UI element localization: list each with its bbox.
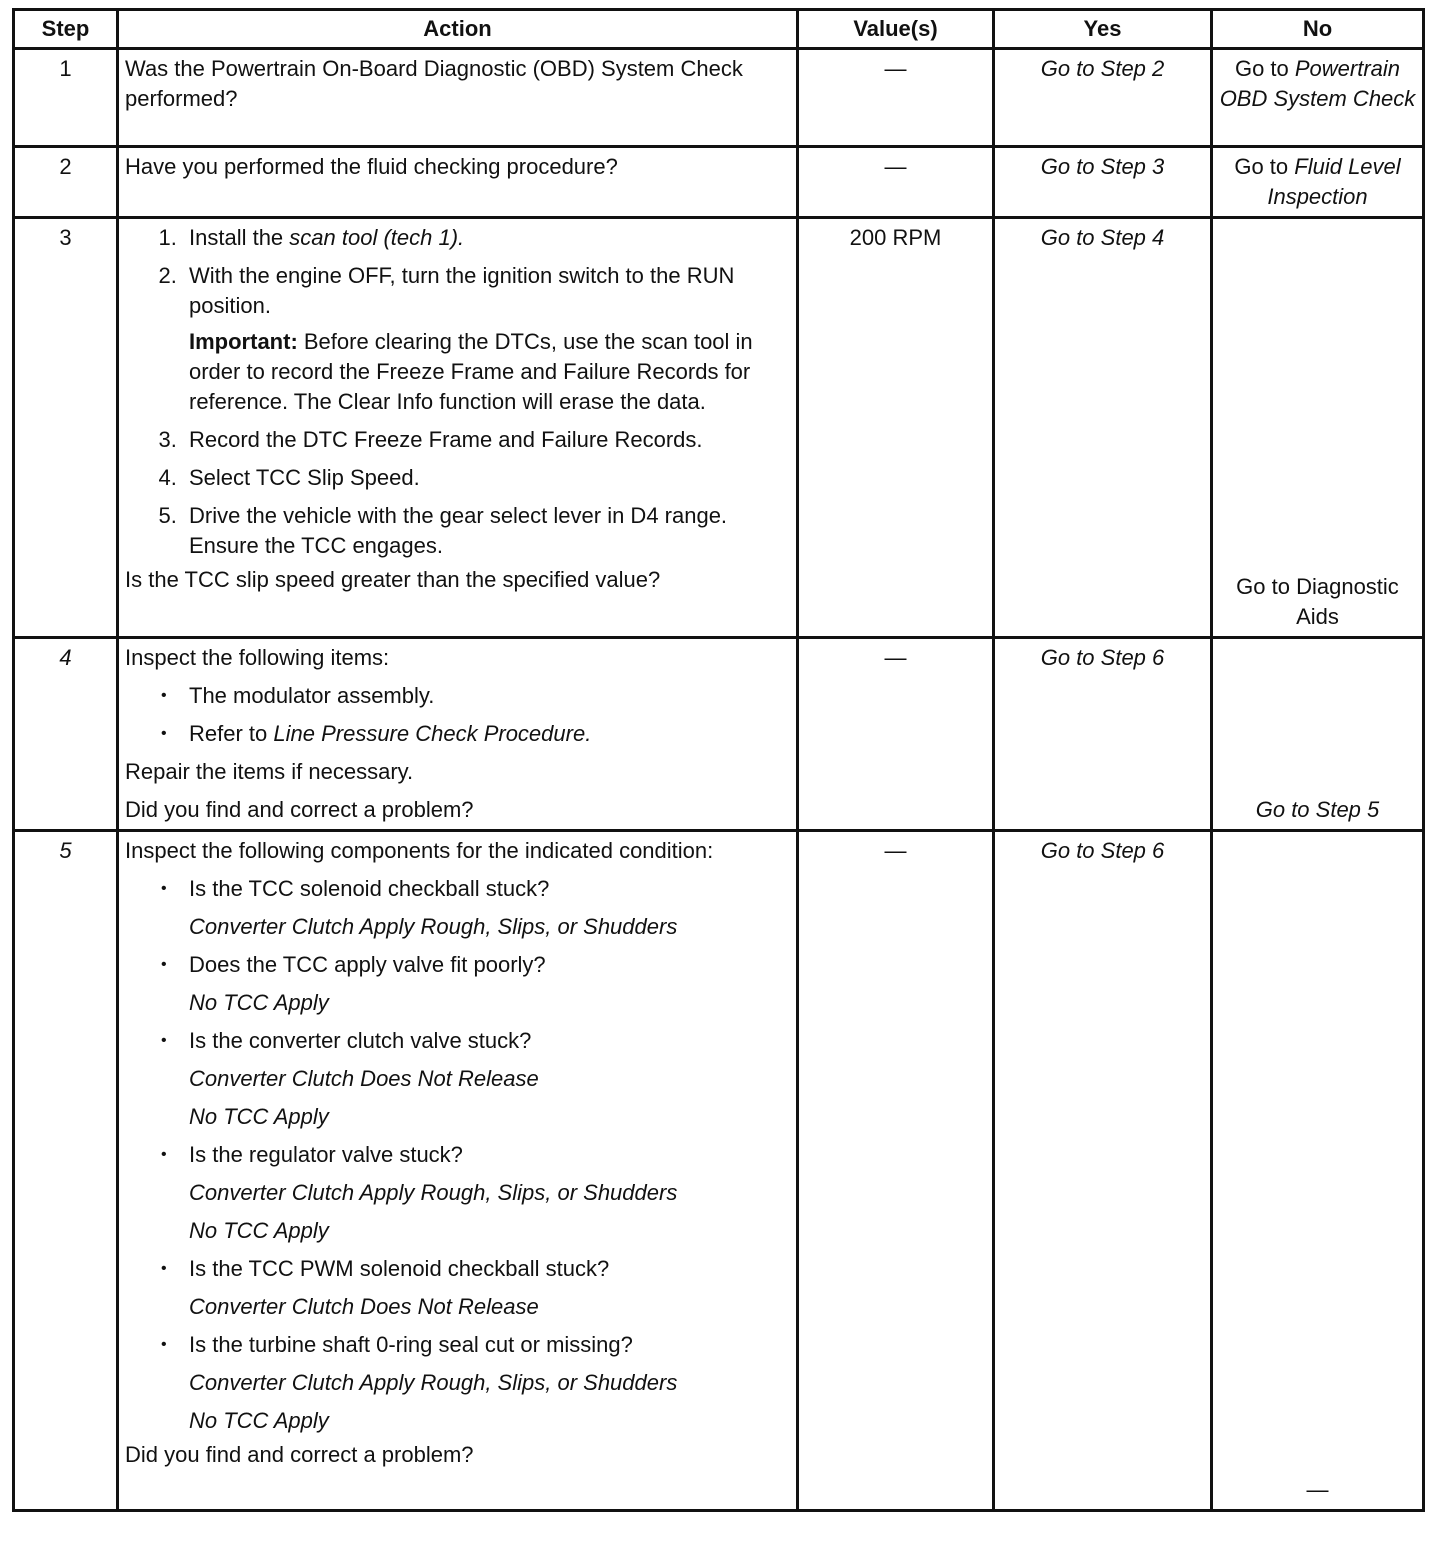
list-item: 3. Record the DTC Freeze Frame and Failure Records.: [183, 425, 790, 455]
intro-text: Inspect the following components for the indicated condition:: [125, 838, 714, 863]
item-emphasis: scan tool (tech 1).: [289, 225, 465, 250]
check-list: [125, 874, 790, 1436]
value-cell: —: [798, 638, 994, 831]
repair-text: Repair the items if necessary.: [125, 759, 414, 784]
item-text: Refer to: [189, 721, 274, 746]
value-cell: 200 RPM: [798, 218, 994, 638]
table-row: [14, 147, 1424, 218]
step-number: 5: [14, 831, 118, 1511]
check-question: • Is the TCC solenoid checkball stuck?: [189, 876, 550, 901]
item-text: With the engine OFF, turn the ignition switch to the RUN position.: [189, 263, 735, 318]
no-cell: —: [1212, 831, 1424, 1511]
table-row: [14, 218, 1424, 638]
action-text: Was the Powertrain On-Board Diagnostic (OBD) System Check performed?: [125, 56, 743, 111]
no-cell: Go to Diagnostic Aids: [1212, 218, 1424, 638]
header-no: No: [1212, 10, 1424, 49]
item-text: Install the: [189, 225, 290, 250]
intro-text: Inspect the following items:: [125, 645, 390, 670]
value-cell: —: [798, 831, 994, 1511]
list-item: [189, 719, 790, 749]
list-item: [189, 1254, 790, 1322]
action-cell: [118, 147, 798, 218]
check-ref: Converter Clutch Apply Rough, Slips, or Shudders: [189, 1370, 678, 1395]
list-item: [189, 1026, 790, 1132]
step-number: 3: [14, 218, 118, 638]
list-item: [183, 261, 790, 321]
list-item: 4. Select TCC Slip Speed.: [183, 463, 790, 493]
procedure-list: [125, 425, 790, 561]
yes-cell: Go to Step 4: [994, 218, 1212, 638]
header-step: Step: [14, 10, 118, 49]
yes-cell: Go to Step 6: [994, 831, 1212, 1511]
value-cell: —: [798, 49, 994, 147]
bullet-list: [125, 681, 790, 749]
action-cell: [118, 831, 798, 1511]
no-cell: [1212, 49, 1424, 147]
no-prefix: Go to: [1234, 56, 1295, 81]
no-cell: Go to Step 5: [1212, 638, 1424, 831]
no-link: Powertrain OBD System Check: [1219, 56, 1416, 111]
step-number: 2: [14, 147, 118, 218]
item-emphasis: Line Pressure Check Procedure.: [273, 721, 592, 746]
list-item: [189, 874, 790, 942]
important-text: Before clearing the DTCs, use the scan tool in order to record the Freeze Frame and Failure Records for reference. The Clear Info function will erase the data.: [189, 329, 753, 414]
header-action: Action: [118, 10, 798, 49]
list-item: [189, 950, 790, 1018]
header-row: [14, 10, 1424, 49]
header-values: Value(s): [798, 10, 994, 49]
question-text: Is the TCC slip speed greater than the specified value?: [125, 567, 661, 592]
diagnostic-table: [12, 8, 1425, 1512]
no-prefix: Go to: [1234, 154, 1295, 179]
action-cell: [118, 638, 798, 831]
check-ref: No TCC Apply: [189, 1218, 329, 1243]
question-text: Did you find and correct a problem?: [125, 797, 474, 822]
action-text: Have you performed the fluid checking procedure?: [125, 154, 618, 179]
header-yes: Yes: [994, 10, 1212, 49]
check-ref: No TCC Apply: [189, 1408, 329, 1433]
check-question: • Is the TCC PWM solenoid checkball stuck?: [189, 1256, 610, 1281]
check-question: • Is the turbine shaft 0-ring seal cut or missing?: [189, 1332, 633, 1357]
procedure-list: [125, 223, 790, 321]
check-ref: Converter Clutch Apply Rough, Slips, or Shudders: [189, 914, 678, 939]
check-question: • Is the converter clutch valve stuck?: [189, 1028, 532, 1053]
value-cell: —: [798, 147, 994, 218]
yes-cell: Go to Step 3: [994, 147, 1212, 218]
check-ref: No TCC Apply: [189, 1104, 329, 1129]
list-item: • The modulator assembly.: [189, 681, 790, 711]
check-ref: Converter Clutch Does Not Release: [189, 1066, 539, 1091]
table-row: [14, 49, 1424, 147]
step-number: 4: [14, 638, 118, 831]
list-item: 5. Drive the vehicle with the gear select lever in D4 range. Ensure the TCC engages.: [183, 501, 790, 561]
check-ref: No TCC Apply: [189, 990, 329, 1015]
question-text: Did you find and correct a problem?: [125, 1442, 474, 1467]
list-item: [183, 223, 790, 253]
yes-cell: Go to Step 2: [994, 49, 1212, 147]
check-ref: Converter Clutch Apply Rough, Slips, or Shudders: [189, 1180, 678, 1205]
check-ref: Converter Clutch Does Not Release: [189, 1294, 539, 1319]
yes-cell: Go to Step 6: [994, 638, 1212, 831]
important-note: [189, 327, 790, 417]
important-label: Important:: [189, 329, 298, 354]
no-cell: [1212, 147, 1424, 218]
table-row: [14, 831, 1424, 1511]
check-question: • Is the regulator valve stuck?: [189, 1142, 463, 1167]
action-cell: [118, 49, 798, 147]
no-link: Fluid Level Inspection: [1267, 154, 1401, 209]
list-item: [189, 1140, 790, 1246]
action-cell: [118, 218, 798, 638]
list-item: [189, 1330, 790, 1436]
table-row: [14, 638, 1424, 831]
check-question: • Does the TCC apply valve fit poorly?: [189, 952, 546, 977]
step-number: 1: [14, 49, 118, 147]
